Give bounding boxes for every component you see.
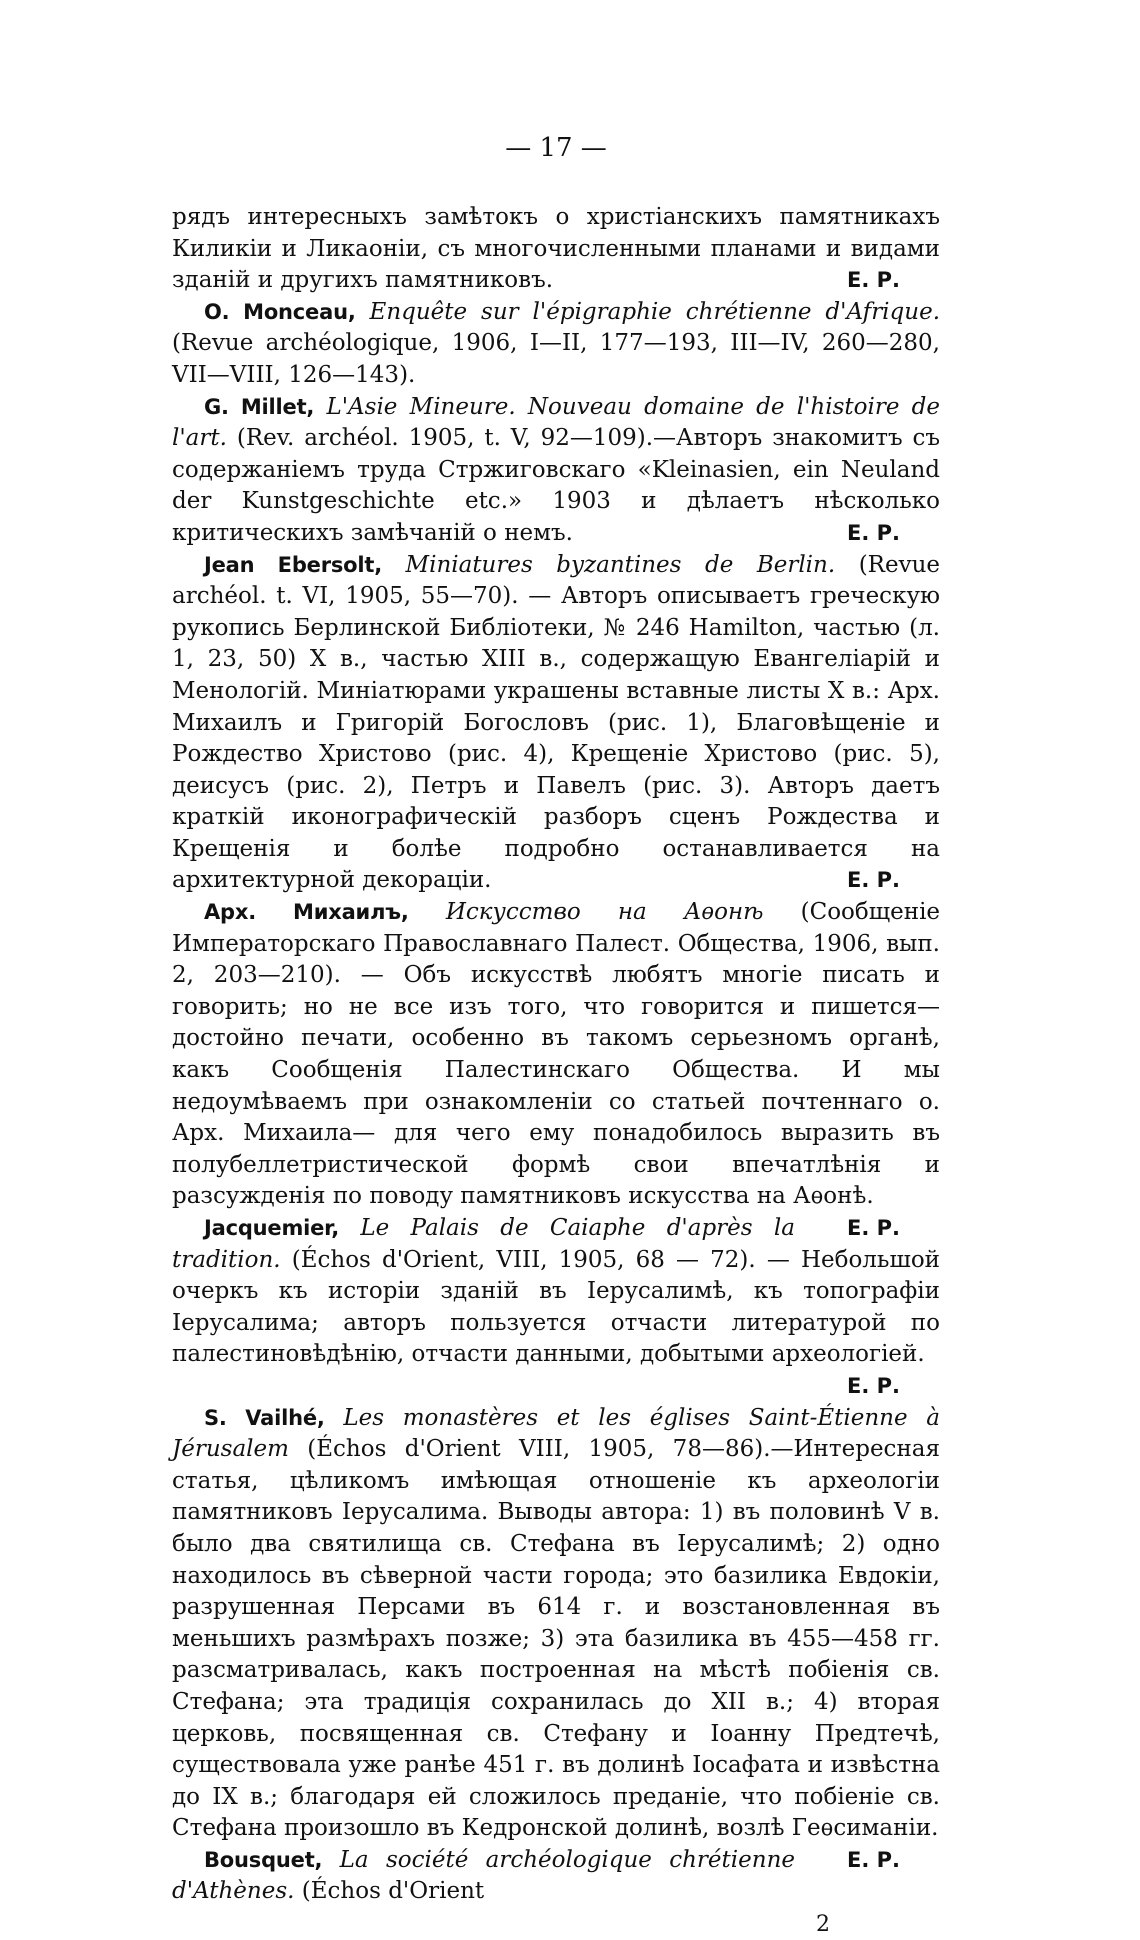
entry-monceau xyxy=(172,297,940,392)
entry-text: (Сообщеніе Императорскаго Православнаго Палест. Общества, 1906, вып. 2, 203—210). — Объ искусствѣ любятъ многіе писать и говорить; но не все изъ того, что говорится и пишется—достойно печати, особенно въ такомъ серьезномъ органѣ, какъ Сообщенія Палестинскаго Общества. И мы недоумѣваемъ при ознакомленіи со статьей почтеннаго о. Арх. Михаила— для чего ему понадобилось выразить въ полубеллетристической формѣ свои впечатлѣнія и разсужденія по поводу памятниковъ искусства на Аѳонѣ. xyxy=(172,899,941,1210)
entry-author: G. Millet, xyxy=(204,394,315,419)
entry-text: (Revue archéologique, 1906, I—II, 177—193, III—IV, 260—280, VII—VIII, 126—143). xyxy=(172,330,940,388)
entry-author: Jacquemier, xyxy=(204,1216,340,1240)
reviewer-sign: Е. Р. xyxy=(846,1373,900,1398)
entry-author: О. Monceau, xyxy=(204,299,356,324)
entry-text: (Échos d'Orient VIII, 1905, 78—86).—Интересная статья, цѣликомъ имѣющая отношеніе къ археологіи памятниковъ Іерусалима. Выводы автора: 1) въ половинѣ V в. было два святилища св. Стефана въ Іерусалимѣ; 2) одно находилось въ сѣверной части города; это базилика Евдокіи, разрушенная Персами въ 614 г. и возстановленная въ меньшихъ размѣрахъ позже; 3) эта базилика въ 455—458 гг. разсматривалась, какъ построенная на мѣстѣ побіенія св. Стефана; эта традиція сохранилась до XII в.; 4) вторая церковь, посвященная св. Стефану и Іоанну Предтечѣ, существовала уже ранѣе 451 г. въ долинѣ Іосафата и извѣстна до IX в.; благодаря ей сложилось преданіе, что побіеніе св. Стефана произошло въ Кедронской долинѣ, возлѣ Геѳсиманіи. xyxy=(172,1436,940,1842)
reviewer-sign-line xyxy=(172,1371,940,1403)
reviewer-sign: Е. Р. xyxy=(846,1847,900,1872)
entry-text: (Rev. archéol. 1905, t. V, 92—109).—Авторъ знакомитъ съ содержаніемъ труда Стржиговскаго «Kleinasien, ein Neuland der Kunstgeschichte etc.» 1903 и дѣлаетъ нѣсколько критическихъ замѣчаній о немъ. xyxy=(172,425,940,546)
entry-title: Les monastères et les églises Saint-Étienne à Jérusalem xyxy=(172,1404,940,1463)
entry-millet xyxy=(172,392,940,550)
entry-title: La société archéologique chrétienne d'Athènes. xyxy=(172,1846,795,1905)
entry-author: Bousquet, xyxy=(204,1847,323,1872)
entry-text: (Échos d'Orient, VIII, 1905, 68 — 72). — Небольшой очеркъ къ исторіи зданій въ Іерусалимѣ, къ топографіи Іерусалима; авторъ пользуется отчасти литературой по палестиновѣдѣнію, отчасти данными, добытыми археологіей. xyxy=(172,1246,940,1368)
document-page xyxy=(172,132,941,1938)
entry-author: Jean Ebersolt, xyxy=(204,552,383,577)
entry-author: S. Vailhé, xyxy=(204,1405,325,1430)
entry-author: Арх. Михаилъ, xyxy=(204,900,409,925)
entry-title: L'Asie Mineure. Nouveau domaine de l'histoire de l'art. xyxy=(172,393,940,452)
entry-title: Искусство на Аѳонѣ xyxy=(445,899,764,926)
signature-mark: 2 xyxy=(816,1912,830,1938)
reviewer-sign: Е. Р. xyxy=(846,1216,900,1240)
entry-text: (Revue archéol. t. VI, 1905, 55—70). — Авторъ описываетъ греческую рукопись Берлинской Библіотеки, № 246 Hamilton, частью (л. 1, 23, 50) X в., частью XIII в., содержащую Евангеліарій и Менологій. Миніатюрами украшены вставные листы X в.: Арх. Михаилъ и Григорій Богословъ (рис. 1), Благовѣщеніе и Рождество Христово (рис. 4), Крещеніе Христово (рис. 5), деисусъ (рис. 2), Петръ и Павелъ (рис. 3). Авторъ даетъ краткій иконографическій разборъ сценъ Рождества и Крещенія и болѣе подробно останавливается на архитектурной декораціи. xyxy=(172,551,941,894)
entry-text: рядъ интересныхъ замѣтокъ о христіанскихъ памятникахъ Киликіи и Ликаоніи, съ многочисленными планами и видами зданій и другихъ памятниковъ. xyxy=(172,204,940,294)
entry-continuation xyxy=(172,202,940,297)
page-number: — 17 — xyxy=(505,133,607,163)
entry-title: Enquête sur l'épigraphie chrétienne d'Afrique. xyxy=(369,298,940,325)
entry-ebersolt xyxy=(172,550,940,898)
entry-title: Le Palais de Caiaphe d'après la tradition. xyxy=(172,1215,795,1273)
entry-title: Miniatures byzantines de Berlin. xyxy=(405,551,836,578)
reviewer-sign: Е. Р. xyxy=(846,868,900,893)
reviewer-sign: Е. Р. xyxy=(846,520,900,545)
reviewer-sign: Е. Р. xyxy=(846,268,900,293)
entry-text: (Échos d'Orient xyxy=(301,1878,485,1905)
